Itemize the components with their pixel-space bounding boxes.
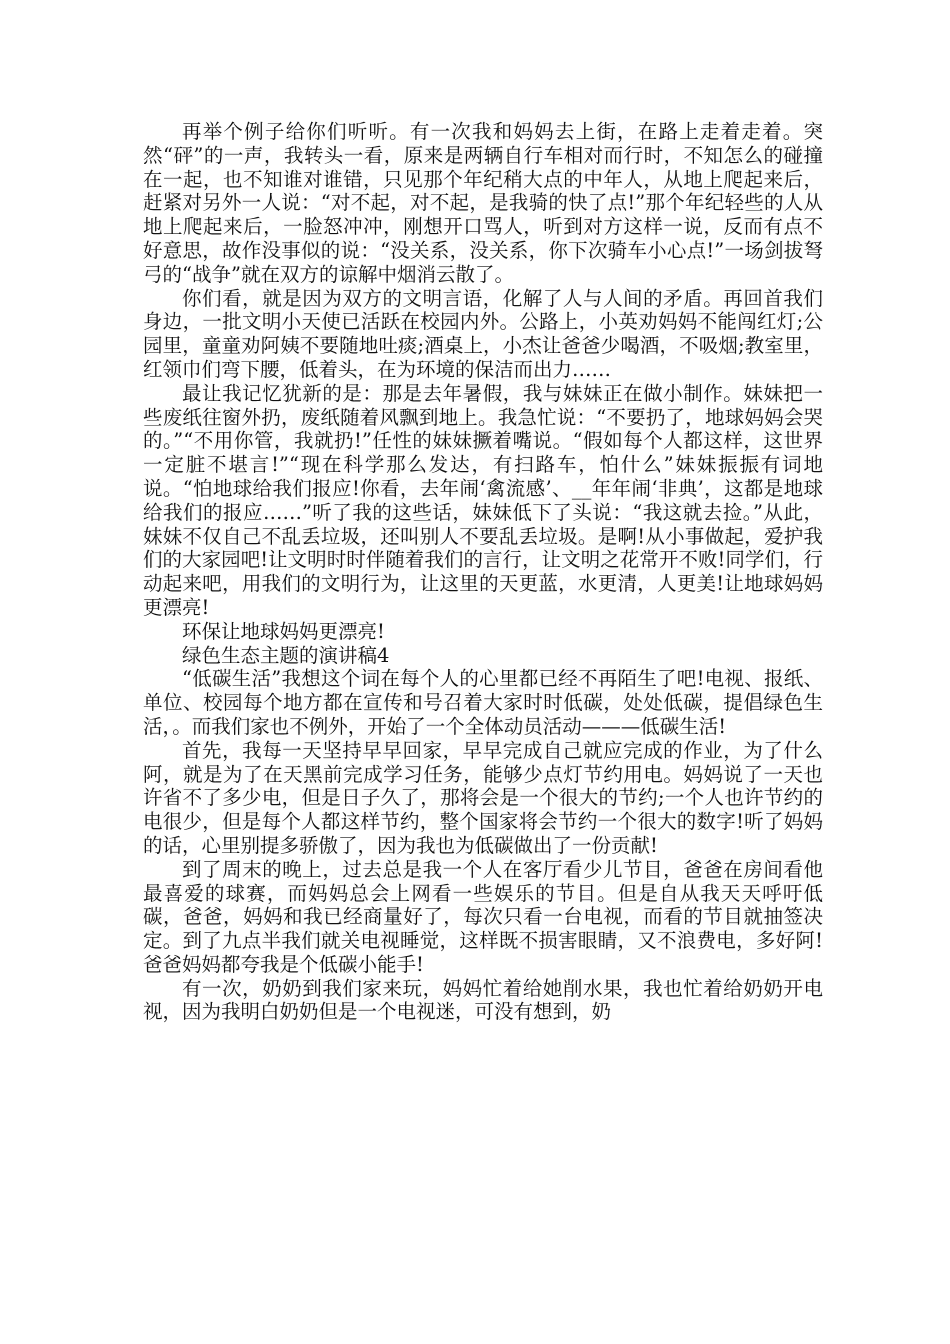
section-heading: 绿色生态主题的演讲稿4 [182,643,390,667]
paragraph-6: “低碳生活”我想这个词在每个人的心里都已经不再陌生了吧!电视、报纸、单位、校园每个地方都在宣传和号召着大家时时低碳，处处低碳，提倡绿色生活，。而我们家也不例外，开始了一个全体动员活动———低碳生活! [143,667,823,738]
paragraph-7: 首先，我每一天坚持早早回家，早早完成自己就应完成的作业，为了什么阿，就是为了在天黑前完成学习任务，能够少点灯节约用电。妈妈说了一天也许省不了多少电，但是日子久了，那将会是一个很大的节约;一个人也许节约的电很少，但是每个人都这样节约，整个国家将会节约一个很大的数字!听了妈妈的话，心里别提多骄傲了，因为我也为低碳做出了一份贡献! [143,738,823,857]
paragraph-1: 再举个例子给你们听听。有一次我和妈妈去上街，在路上走着走着。突然“砰”的一声，我转头一看，原来是两辆自行车相对而行时，不知怎么的碰撞在一起，也不知谁对谁错，只见那个年纪稍大点的中年人，从地上爬起来后，赶紧对另外一人说：“对不起，对不起，是我骑的快了点!”那个年纪轻些的人从地上爬起来后，一脸怒冲冲，刚想开口骂人，听到对方这样一说，反而有点不好意思，故作没事似的说：“没关系，没关系，你下次骑车小心点!”一场剑拔弩弓的“战争”就在双方的谅解中烟消云散了。 [143,120,823,286]
paragraph-4: 环保让地球妈妈更漂亮! [182,619,385,643]
paragraph-3: 最让我记忆犹新的是：那是去年暑假，我与妹妹正在做小制作。妹妹把一些废纸往窗外扔，废纸随着风飘到地上。我急忙说：“不要扔了，地球妈妈会哭的。”“不用你管，我就扔!”任性的妹妹撅着嘴说。“假如每个人都这样，这世界一定脏不堪言!”“现在科学那么发达，有扫路车，怕什么”妹妹振振有词地说。“怕地球给我们报应!你看，去年闹‘禽流感’、__年年闹‘非典’，这都是地球给我们的报应……”听了我的这些话，妹妹低下了头说：“我这就去捡。”从此，妹妹不仅自己不乱丢垃圾，还叫别人不要乱丢垃圾。是啊!从小事做起，爱护我们的大家园吧!让文明时时伴随着我们的言行，让文明之花常开不败!同学们，行动起来吧，用我们的文明行为，让这里的天更蓝，水更清，人更美!让地球妈妈更漂亮! [143,381,823,619]
paragraph-9: 有一次，奶奶到我们家来玩，妈妈忙着给她削水果，我也忙着给奶奶开电视，因为我明白奶奶但是一个电视迷，可没有想到，奶 [143,976,823,1024]
document-page [143,120,823,1024]
paragraph-2: 你们看，就是因为双方的文明言语，化解了人与人间的矛盾。再回首我们身边，一批文明小天使已活跃在校园内外。公路上，小英劝妈妈不能闯红灯;公园里，童童劝阿姨不要随地吐痰;酒桌上，小杰让爸爸少喝酒，不吸烟;教室里，红领巾们弯下腰，低着头，在为环境的保洁而出力…… [143,286,823,381]
paragraph-8: 到了周末的晚上，过去总是我一个人在客厅看少儿节目，爸爸在房间看他最喜爱的球赛，而妈妈总会上网看一些娱乐的节目。但是自从我天天呼吁低碳，爸爸，妈妈和我已经商量好了，每次只看一台电视，而看的节目就抽签决定。到了九点半我们就关电视睡觉，这样既不损害眼睛，又不浪费电，多好阿!爸爸妈妈都夸我是个低碳小能手! [143,857,823,976]
